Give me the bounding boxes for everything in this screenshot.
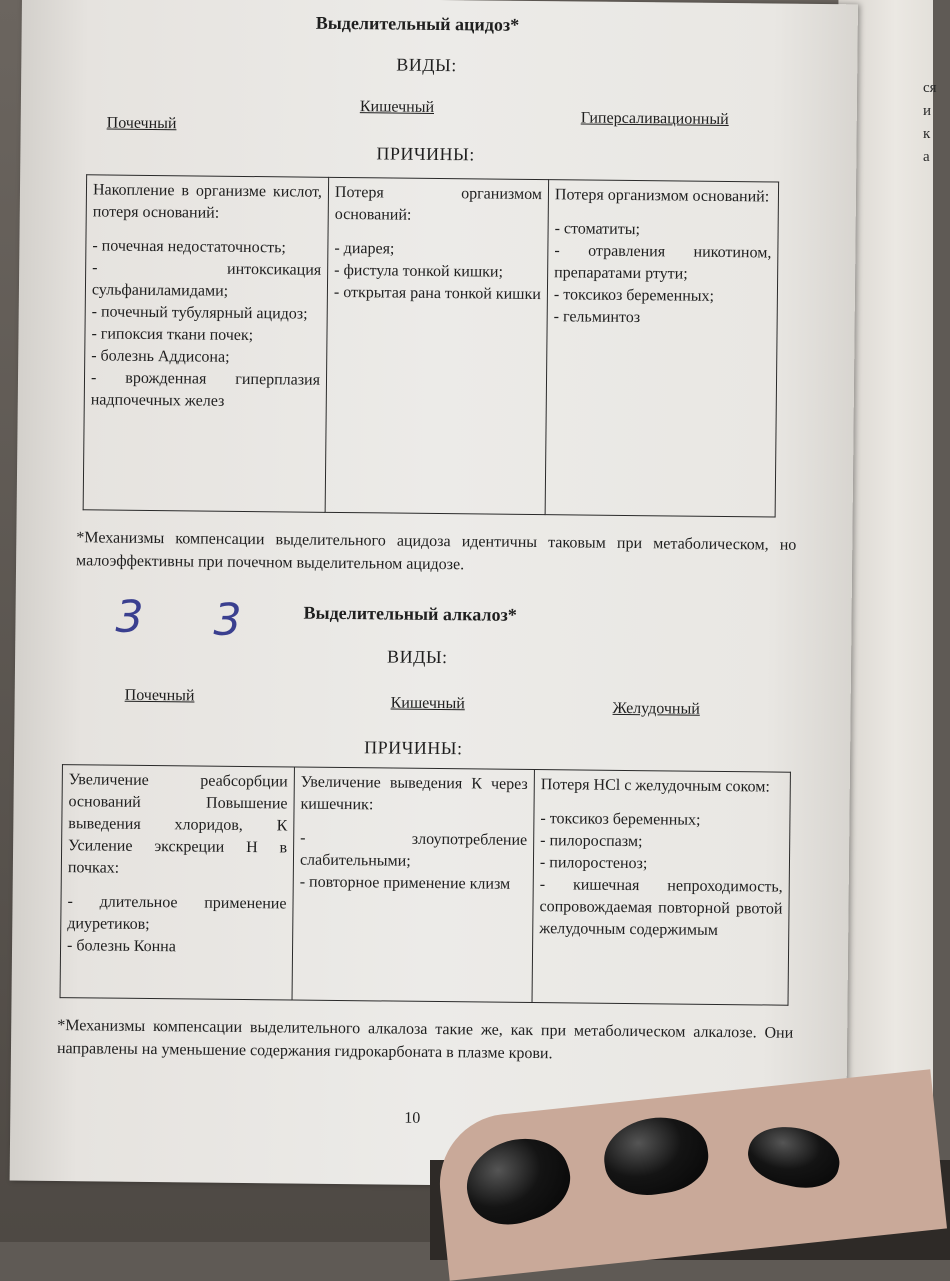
list-item: - токсикоз беременных; xyxy=(540,810,701,829)
acidosis-causes-table xyxy=(83,174,779,517)
page-number: 10 xyxy=(404,1109,421,1127)
adjacent-page-fragment: а xyxy=(923,149,930,165)
list-item: - почечный тубулярный ацидоз; xyxy=(91,303,308,323)
alkalosis-title: Выделительный алкалоз* xyxy=(303,602,517,625)
cell-intro: Потеря HCl с желудочным соком: xyxy=(540,776,770,796)
list-item: - повторное применение клизм xyxy=(299,873,511,893)
adjacent-page-fragment: и xyxy=(923,103,932,119)
alkalosis-type-gastric: Желудочный xyxy=(612,699,700,718)
acidosis-renal-causes-cell xyxy=(83,175,328,513)
cell-intro: Увеличение реабсорбции оснований Повышение выведения хлоридов, К Усиление экскреции Н в почках: xyxy=(67,771,288,877)
cell-intro: Увеличение выведения К через кишечник: xyxy=(300,773,528,814)
list-item: - болезнь Конна xyxy=(66,937,176,956)
list-item: - пилоростеноз; xyxy=(539,854,648,873)
acidosis-type-hypersalivation: Гиперсаливационный xyxy=(580,109,729,129)
acidosis-hypersalivation-causes-cell xyxy=(545,180,778,517)
cause-list xyxy=(91,235,322,413)
list-item: - фистула тонкой кишки; xyxy=(334,261,504,281)
list-item: - интоксикация сульфаниламидами; xyxy=(91,259,322,300)
cell-intro: Потеря организмом оснований: xyxy=(334,183,543,224)
handwritten-mark-right: 3 xyxy=(213,594,242,646)
list-item: - пилороспазм; xyxy=(540,832,643,851)
list-item: - диарея; xyxy=(334,239,395,258)
alkalosis-gastric-causes-cell xyxy=(532,770,790,1006)
list-item: - открытая рана тонкой кишки xyxy=(333,283,541,304)
cell-intro: Накопление в организме кислот, потеря оснований: xyxy=(92,181,323,222)
acidosis-title: Выделительный ацидоз* xyxy=(315,12,520,35)
list-item: - отравления никотином, препаратами ртути; xyxy=(554,242,772,283)
cell-intro: Потеря организмом оснований: xyxy=(554,186,770,206)
list-item: - кишечная непроходимость, сопровождаемая повторной рвотой желудочным содержимым xyxy=(539,876,783,939)
alkalosis-type-intestinal: Кишечный xyxy=(390,694,465,713)
alkalosis-types-heading: ВИДЫ: xyxy=(387,646,448,668)
table-row xyxy=(60,765,790,1006)
alkalosis-causes-heading: ПРИЧИНЫ: xyxy=(364,737,463,759)
acidosis-types-heading: ВИДЫ: xyxy=(396,54,457,76)
cause-list xyxy=(300,828,528,896)
alkalosis-causes-table xyxy=(60,764,791,1006)
alkalosis-footnote: *Механизмы компенсации выделительного алкалоза такие же, как при метаболическом алкалозе. Они направлены на уменьшение содержания гидрокарбоната в плазме крови. xyxy=(56,1017,794,1063)
list-item: - болезнь Аддисона; xyxy=(91,347,230,366)
alkalosis-renal-causes-cell xyxy=(60,765,294,1000)
cause-list xyxy=(539,808,783,943)
list-item: - злоупотребление слабительными; xyxy=(299,829,528,870)
acidosis-intestinal-causes-cell xyxy=(325,177,548,514)
acidosis-type-intestinal: Кишечный xyxy=(359,98,435,116)
acidosis-causes-heading: ПРИЧИНЫ: xyxy=(376,143,475,165)
cause-list xyxy=(554,218,772,330)
list-item: - гипоксия ткани почек; xyxy=(91,325,254,345)
list-item: - врожденная гиперплазия надпочечных желез xyxy=(90,369,321,410)
adjacent-page-fragment: ся xyxy=(923,80,937,96)
list-item: - стоматиты; xyxy=(554,220,641,239)
table-row xyxy=(83,175,778,517)
alkalosis-intestinal-causes-cell xyxy=(292,767,534,1003)
list-item: - гельминтоз xyxy=(553,308,641,327)
list-item: - токсикоз беременных; xyxy=(553,286,715,305)
handwritten-mark-left: 3 xyxy=(115,591,144,643)
book-page xyxy=(10,0,858,1189)
alkalosis-type-renal: Почечный xyxy=(124,686,195,705)
cause-list xyxy=(67,891,287,959)
acidosis-footnote: *Механизмы компенсации выделительного ацидоза идентичны таковым при метаболическом, но малоэффективны при почечном выделительном ацидозе. xyxy=(76,529,797,574)
adjacent-page-fragment: к xyxy=(923,126,931,142)
cause-list xyxy=(334,238,542,306)
acidosis-type-renal: Почечный xyxy=(106,114,177,133)
list-item: - длительное применение диуретиков; xyxy=(67,893,287,934)
list-item: - почечная недостаточность; xyxy=(92,237,286,257)
